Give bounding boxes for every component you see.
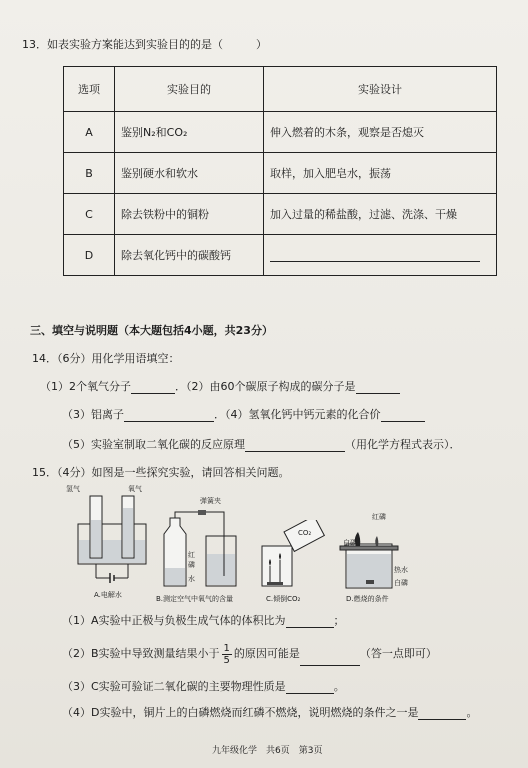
q15-part4: （4）D实验中，铜片上的白磷燃烧而红磷不燃烧，说明燃烧的条件之一是 bbox=[62, 706, 419, 719]
answer-blank[interactable] bbox=[124, 410, 214, 422]
q14-part5-note: （用化学方程式表示）． bbox=[345, 438, 461, 451]
q14-part3: （3）铝离子 bbox=[62, 408, 124, 421]
label-red-phosphorus-d: 红磷 bbox=[372, 513, 386, 521]
table-cell: C bbox=[64, 194, 115, 235]
answer-blank[interactable] bbox=[245, 440, 345, 452]
q14-part5: （5）实验室制取二氧化碳的反应原理 bbox=[62, 438, 245, 451]
answer-blank[interactable] bbox=[300, 654, 360, 666]
caption-c: C.倾倒CO₂ bbox=[266, 595, 301, 603]
table-cell: 伸入燃着的木条，观察是否熄灭 bbox=[264, 112, 497, 153]
q14-line2 bbox=[62, 408, 425, 422]
table-row bbox=[64, 194, 497, 235]
label-clamp: 弹簧夹 bbox=[200, 497, 221, 505]
q15-stem: 15．（4分）如图是一些探究实验，请回答相关问题。 bbox=[32, 466, 290, 479]
q14-stem: 14．（6分）用化学用语填空： bbox=[32, 352, 180, 365]
table-cell-answer-blank[interactable] bbox=[264, 235, 497, 276]
q14-line3 bbox=[62, 438, 461, 452]
q15-part2b: 的原因可能是 bbox=[233, 647, 300, 660]
answer-blank[interactable] bbox=[356, 382, 400, 394]
q14-line1 bbox=[40, 380, 400, 394]
section-title: 三、填空与说明题（本大题包括4小题，共23分） bbox=[30, 324, 273, 337]
table-cell: 除去铁粉中的铜粉 bbox=[115, 194, 264, 235]
table-row bbox=[64, 235, 497, 276]
table-cell: A bbox=[64, 112, 115, 153]
table-cell: 加入过量的稀盐酸，过滤、洗涤、干燥 bbox=[264, 194, 497, 235]
label-hot-water: 热水 bbox=[394, 566, 408, 574]
label-water-b: 水 bbox=[188, 575, 195, 583]
answer-blank[interactable] bbox=[418, 708, 466, 720]
answer-blank[interactable] bbox=[131, 382, 175, 394]
table-cell: 鉴别N₂和CO₂ bbox=[115, 112, 264, 153]
q14-part1: （1）2个氧气分子 bbox=[40, 380, 131, 393]
q14-part2: ．（2）由60个碳原子构成的碳分子是 bbox=[175, 380, 356, 393]
q13-stem: 13．如表实验方案能达到实验目的的是（ ） bbox=[22, 38, 267, 51]
label-hydrogen: 氢气 bbox=[66, 485, 80, 493]
page-footer: 九年级化学 共6页 第3页 bbox=[212, 746, 323, 756]
answer-blank[interactable] bbox=[286, 682, 334, 694]
table-header: 选项 bbox=[64, 67, 115, 112]
q14-part4: ．（4）氢氧化钙中钙元素的化合价 bbox=[214, 408, 381, 421]
label-white-phosphorus-bottom: 白磷 bbox=[394, 579, 408, 587]
table-row bbox=[64, 153, 497, 194]
label-co2: CO₂ bbox=[298, 529, 312, 537]
fraction-one-fifth: $\frac{1}{5}$ bbox=[223, 642, 230, 666]
answer-blank[interactable] bbox=[286, 616, 334, 628]
electrolysis-figure bbox=[72, 484, 152, 588]
label-white-phosphorus-top: 白磷 bbox=[343, 539, 357, 547]
caption-b: B.测定空气中氧气的含量 bbox=[156, 595, 234, 603]
q15-part2c: （答一点即可） bbox=[359, 647, 437, 660]
table-cell: D bbox=[64, 235, 115, 276]
q15-line2 bbox=[62, 642, 437, 666]
table-header-row bbox=[64, 67, 497, 112]
table-header: 实验目的 bbox=[115, 67, 264, 112]
oxygen-content-figure bbox=[158, 510, 244, 590]
q15-part2: （2）B实验中导致测量结果小于 bbox=[62, 647, 220, 660]
table-cell: 取样，加入肥皂水，振荡 bbox=[264, 153, 497, 194]
table-cell: B bbox=[64, 153, 115, 194]
q15-line4: （4）D实验中，铜片上的白磷燃烧而红磷不燃烧，说明燃烧的条件之一是 。 bbox=[62, 706, 478, 719]
q15-part1: （1）A实验中正极与负极生成气体的体积比为 bbox=[62, 614, 286, 627]
pour-co2-figure bbox=[258, 520, 328, 590]
q13-table bbox=[63, 66, 497, 276]
q15-line1: （1）A实验中正极与负极生成气体的体积比为 ； bbox=[62, 614, 345, 627]
table-cell: 鉴别硬水和软水 bbox=[115, 153, 264, 194]
label-oxygen: 氧气 bbox=[128, 485, 142, 493]
table-row bbox=[64, 112, 497, 153]
caption-a: A.电解水 bbox=[94, 591, 122, 599]
q15-part3: （3）C实验可验证二氧化碳的主要物理性质是 bbox=[62, 680, 286, 693]
label-red-phosphorus-b: 红磷 bbox=[188, 551, 195, 569]
answer-blank[interactable] bbox=[270, 250, 480, 262]
caption-d: D.燃烧的条件 bbox=[346, 595, 389, 603]
answer-blank[interactable] bbox=[381, 410, 425, 422]
table-cell: 除去氧化钙中的碳酸钙 bbox=[115, 235, 264, 276]
table-header: 实验设计 bbox=[264, 67, 497, 112]
q15-line3: （3）C实验可验证二氧化碳的主要物理性质是 。 bbox=[62, 680, 345, 693]
